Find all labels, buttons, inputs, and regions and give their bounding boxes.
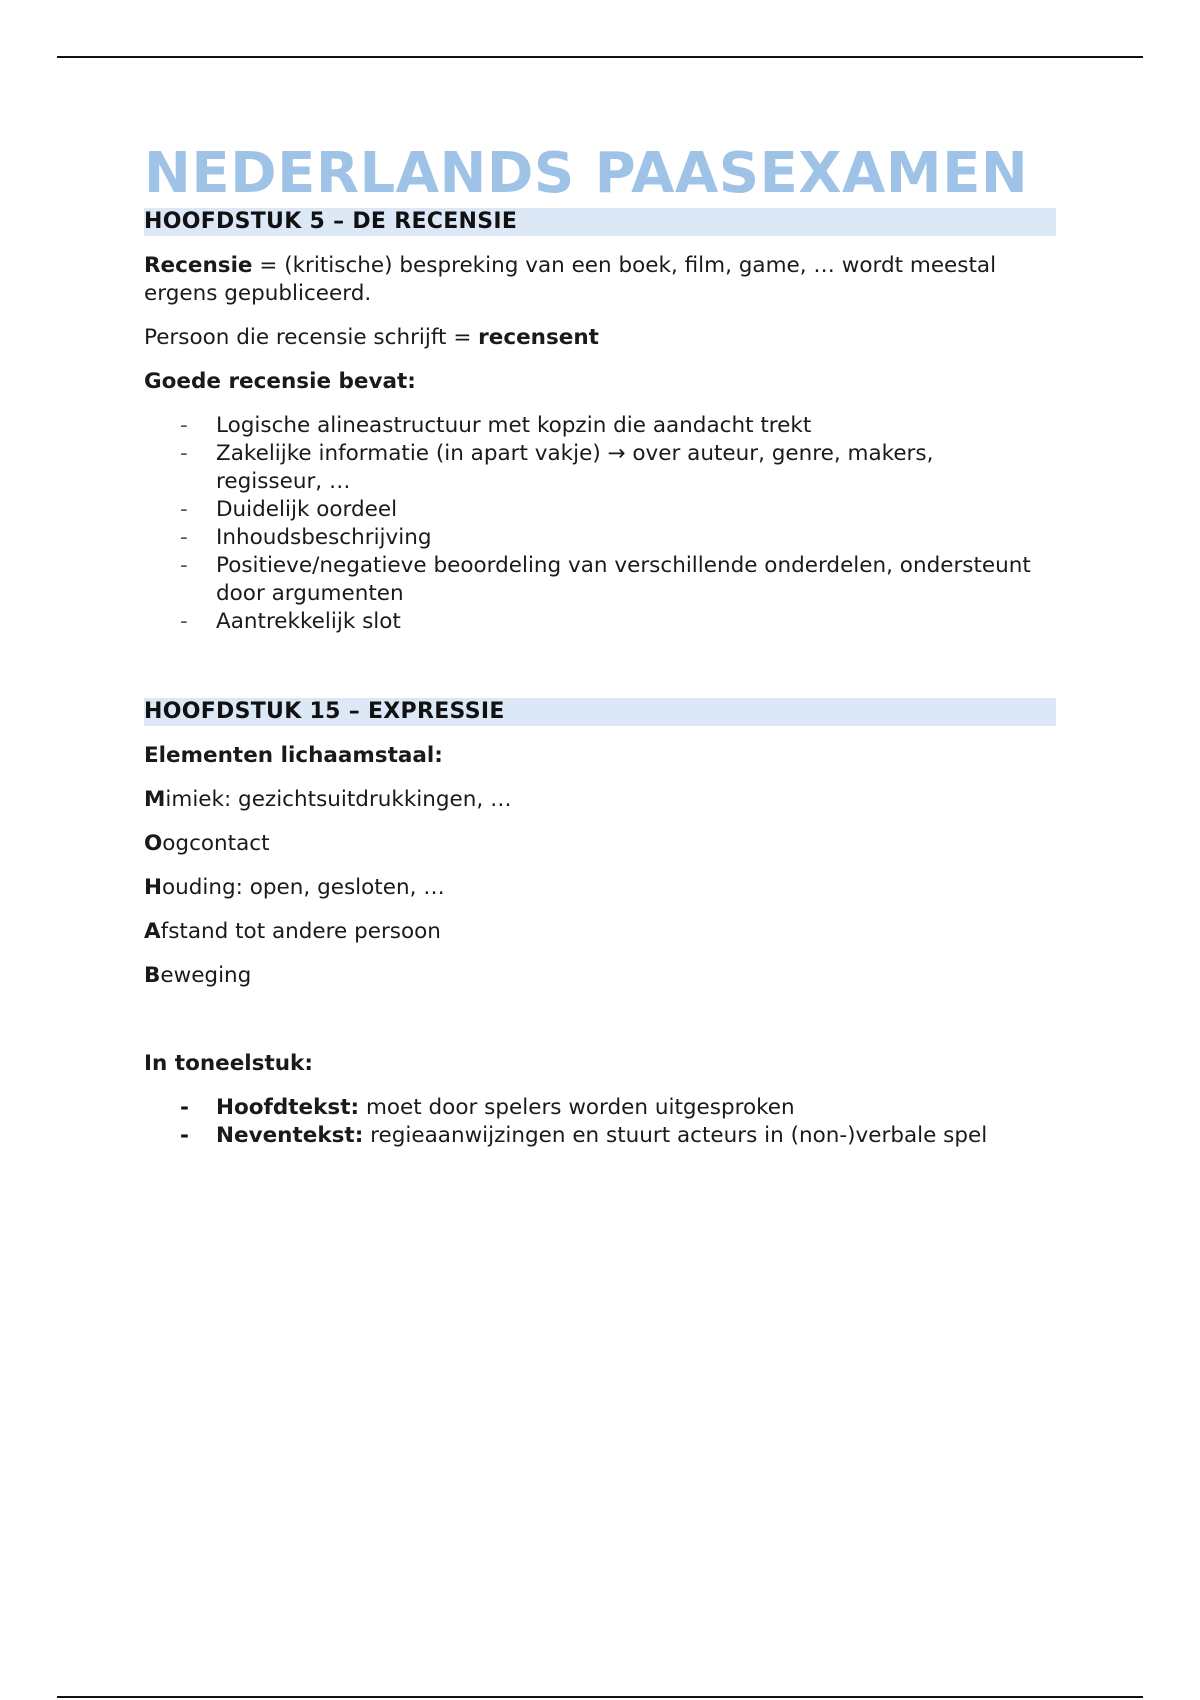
- list-item-text: Positieve/negatieve beoordeling van verschillende onderdelen, ondersteunt: [216, 553, 1031, 578]
- element-oogcontact: [144, 830, 1056, 858]
- dash-bullet: -: [180, 441, 188, 466]
- list-item-text: Aantrekkelijk slot: [216, 609, 401, 634]
- toneel-list: [144, 1094, 1056, 1150]
- toneel-text: moet door spelers worden uitgesproken: [359, 1095, 795, 1120]
- toneel-heading: [144, 1050, 1056, 1078]
- recensent-term: recensent: [478, 325, 599, 350]
- dash-bullet: -: [180, 497, 188, 522]
- list-item-text-2: regisseur, …: [216, 469, 351, 494]
- toneel-text: regieaanwijzingen en stuurt acteurs in (non-)verbale spel: [363, 1123, 988, 1148]
- elementen-heading: [144, 742, 1056, 770]
- list-item: [144, 1122, 1056, 1150]
- recensent-definition-text: Persoon die recensie schrijft =: [144, 325, 479, 350]
- list-item-text: Zakelijke informatie (in apart vakje) → over auteur, genre, makers,: [216, 441, 934, 466]
- list-item: [144, 524, 1056, 552]
- dash-bullet: -: [180, 1095, 189, 1120]
- list-item-text: Duidelijk oordeel: [216, 497, 398, 522]
- toneel-term: Neventekst:: [216, 1123, 364, 1148]
- top-rule: [57, 56, 1143, 58]
- document-body: [144, 140, 1056, 1150]
- element-mimiek: [144, 786, 1056, 814]
- list-item-text: Logische alineastructuur met kopzin die aandacht trekt: [216, 413, 812, 438]
- elementen-heading-text: Elementen lichaamstaal:: [144, 743, 443, 768]
- document-title: NEDERLANDS PAASEXAMEN: [144, 141, 1029, 206]
- dash-bullet: -: [180, 609, 188, 634]
- element-text: ogcontact: [162, 831, 270, 856]
- toneel-term: Hoofdtekst:: [216, 1095, 360, 1120]
- element-text: ouding: open, gesloten, …: [162, 875, 445, 900]
- section-header-expressie: HOOFDSTUK 15 – EXPRESSIE: [144, 698, 1056, 726]
- element-initial: M: [144, 787, 166, 812]
- dash-bullet: -: [180, 525, 188, 550]
- element-initial: O: [144, 831, 163, 856]
- recensent-definition: [144, 324, 1056, 352]
- list-item-text: Inhoudsbeschrijving: [216, 525, 432, 550]
- element-beweging: [144, 962, 1056, 990]
- element-text: eweging: [160, 963, 252, 988]
- recensie-definition-text-2: ergens gepubliceerd.: [144, 281, 372, 306]
- dash-bullet: -: [180, 1123, 189, 1148]
- dash-bullet: -: [180, 413, 188, 438]
- dash-bullet: -: [180, 553, 188, 578]
- list-item: [144, 412, 1056, 440]
- list-item: [144, 440, 1056, 496]
- section-header-recensie: HOOFDSTUK 5 – DE RECENSIE: [144, 208, 1056, 236]
- element-initial: A: [144, 919, 161, 944]
- list-item: [144, 496, 1056, 524]
- element-text: imiek: gezichtsuitdrukkingen, …: [165, 787, 512, 812]
- recensie-definition-text: = (kritische) bespreking van een boek, film, game, … wordt meestal: [252, 253, 997, 278]
- list-item-text-2: door argumenten: [216, 581, 404, 606]
- list-heading-text: Goede recensie bevat:: [144, 369, 416, 394]
- element-initial: B: [144, 963, 161, 988]
- list-item: [144, 608, 1056, 636]
- toneel-heading-text: In toneelstuk:: [144, 1051, 313, 1076]
- recensie-definition: [144, 252, 1056, 308]
- recensie-term: Recensie: [144, 253, 253, 278]
- element-text: fstand tot andere persoon: [160, 919, 441, 944]
- bottom-rule: [57, 1696, 1143, 1698]
- list-item: [144, 1094, 1056, 1122]
- element-houding: [144, 874, 1056, 902]
- element-initial: H: [144, 875, 162, 900]
- goede-recensie-list: [144, 412, 1056, 636]
- list-heading-goede-recensie: [144, 368, 1056, 396]
- element-afstand: [144, 918, 1056, 946]
- list-item: [144, 552, 1056, 608]
